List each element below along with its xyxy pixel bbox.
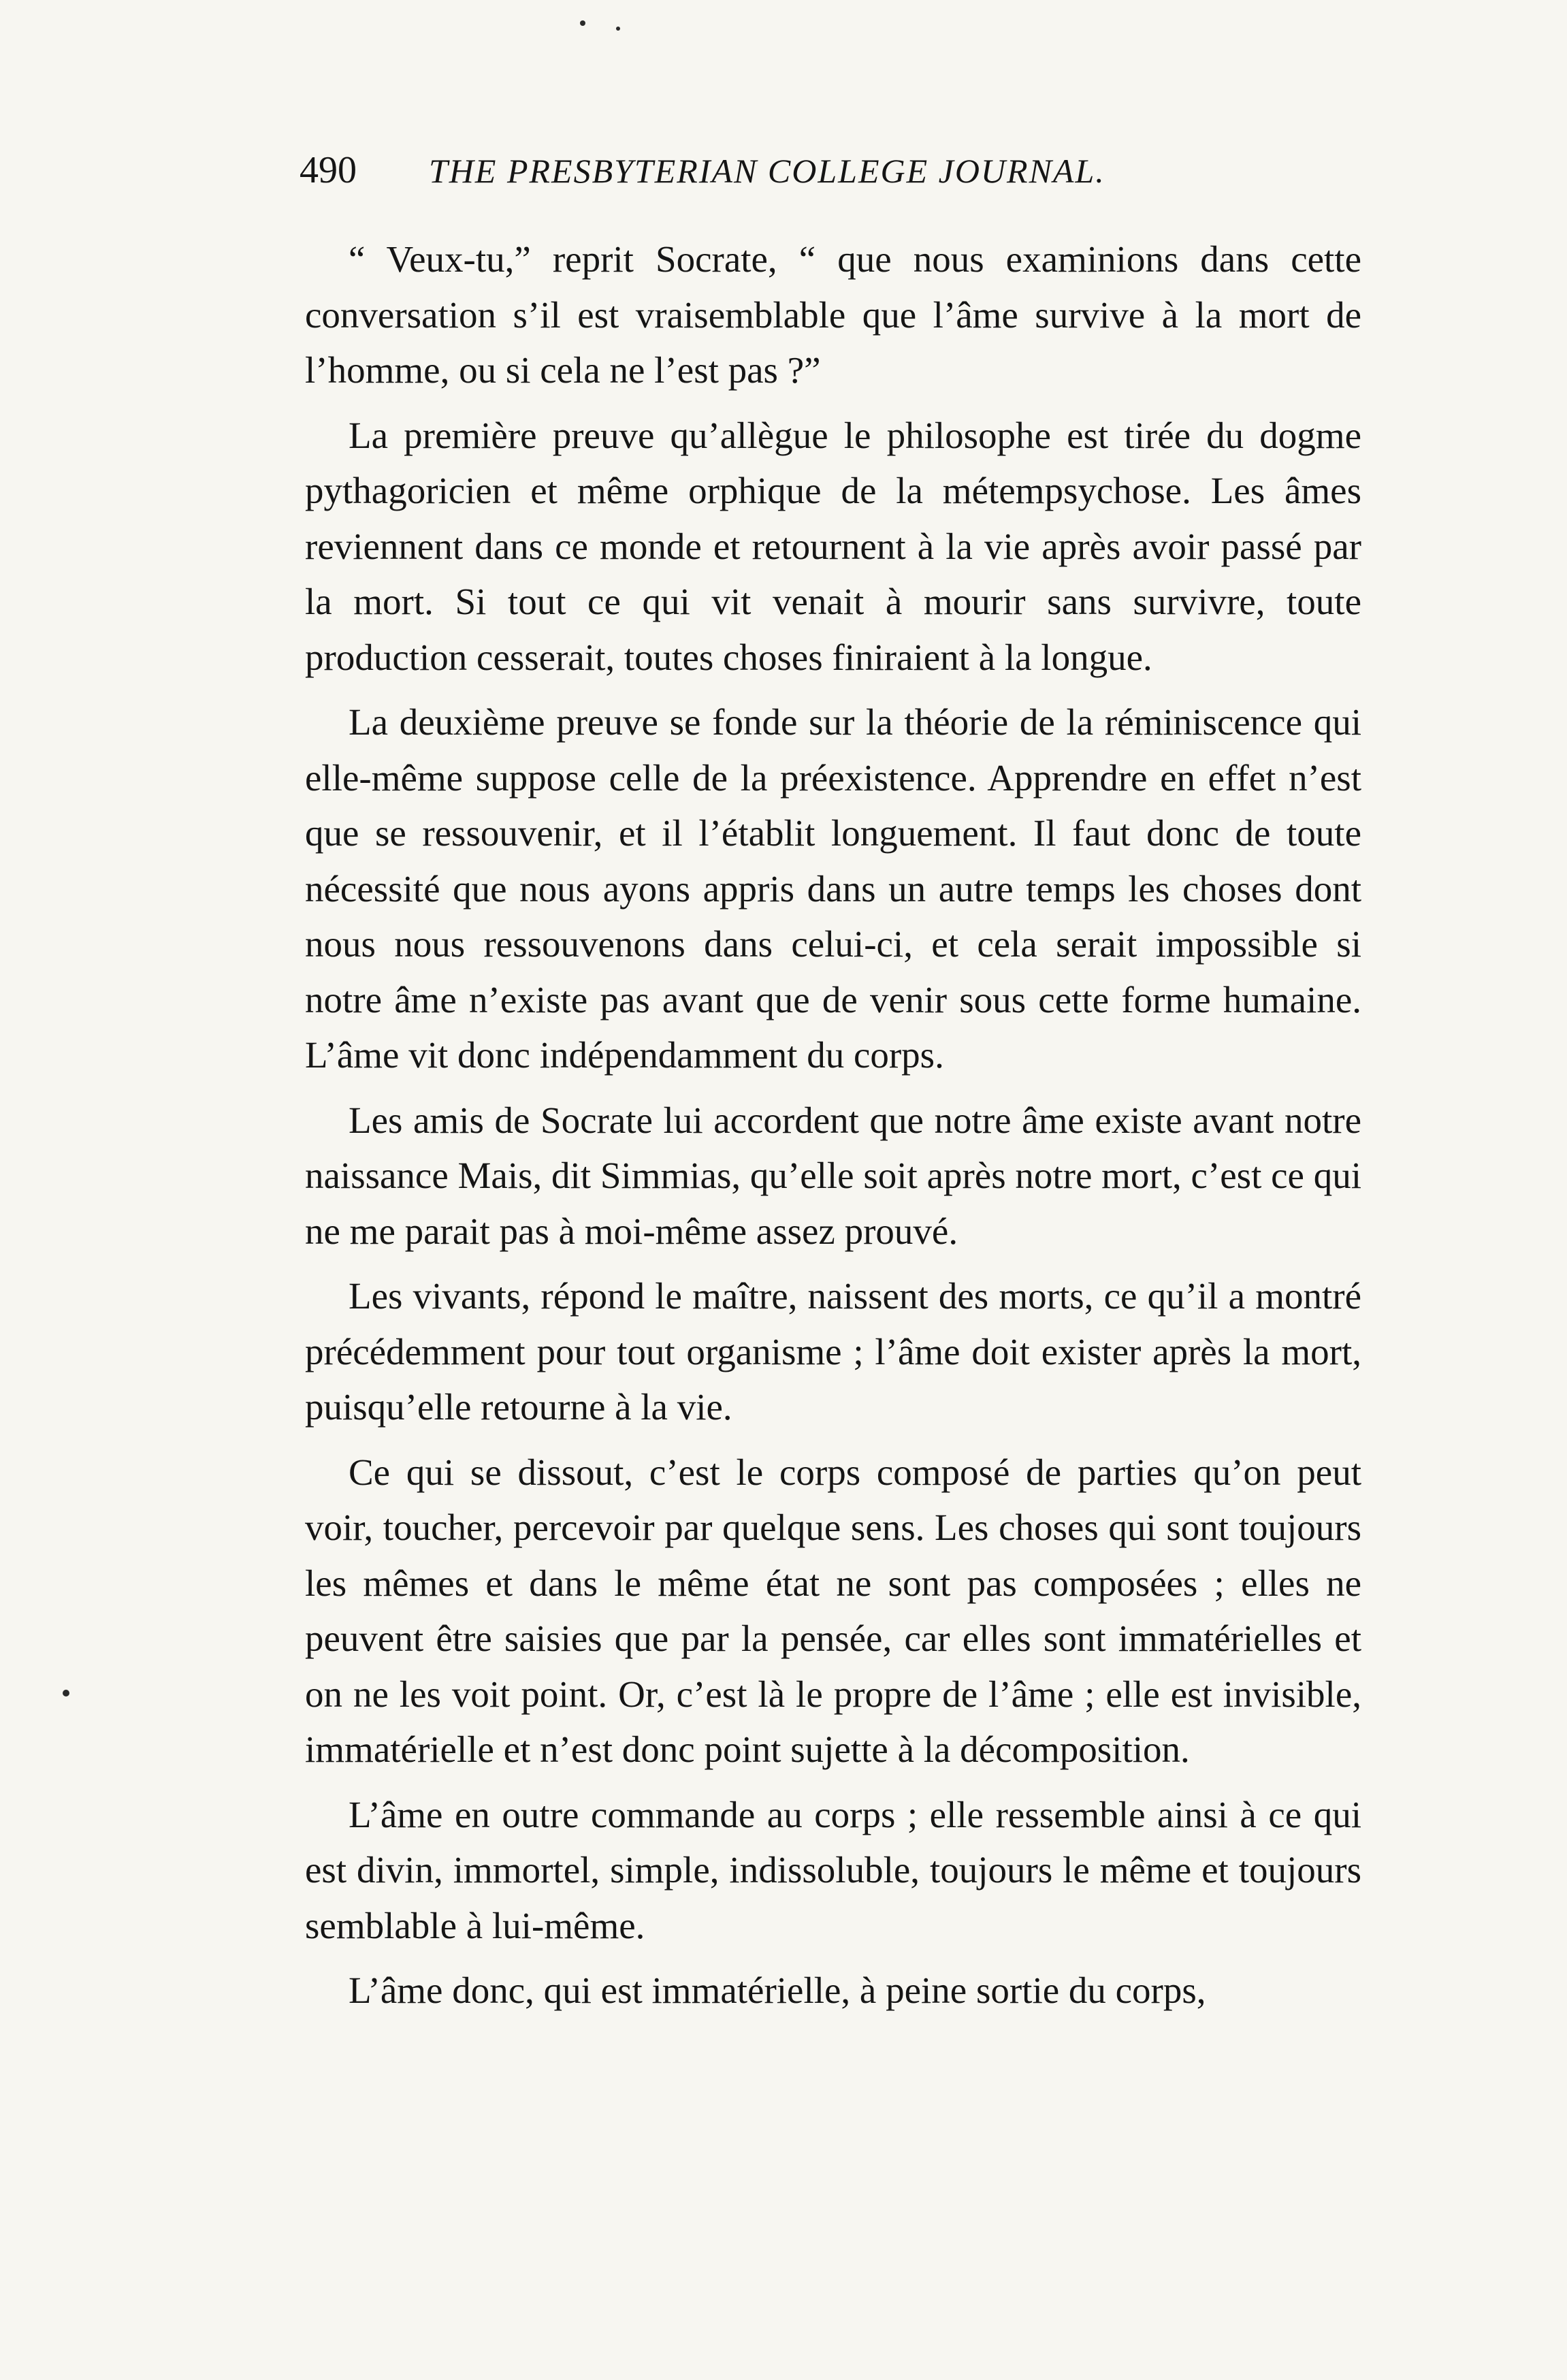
paragraph-8: L’âme donc, qui est immatérielle, à peine sortie du corps, <box>349 1969 1206 2011</box>
paragraph-6: Ce qui se dissout, c’est le corps composé de parties qu’on peut voir, toucher, percevoir par quelque sens. Les choses qui sont toujours les mêmes et dans le même état ne sont pas composées ; elles ne peuvent être saisies que par la pensée, car elles sont immatérielles et on ne les voit point. Or, c’est là le propre de l’âme ; elle est invisible, immatérielle et n’est donc point sujette à la décomposition. <box>305 1451 1361 1770</box>
paragraph-4: Les amis de Socrate lui accordent que notre âme existe avant notre naissance Mais, dit Simmias, qu’elle soit après notre mort, c’est ce qui ne me parait pas à moi-même assez prouvé. <box>305 1099 1361 1252</box>
paragraph-1: “ Veux-tu,” reprit Socrate, “ que nous examinions dans cette conversation s’il est vraisemblable que l’âme survive à la mort de l’homme, ou si cela ne l’est pas ?” <box>305 238 1361 391</box>
paragraph-5: Les vivants, répond le maître, naissent des morts, ce qu’il a montré précédemment pour tout organisme ; l’âme doit exister après la mort, puisqu’elle retourne à la vie. <box>305 1275 1361 1428</box>
body-text <box>305 231 1361 2028</box>
paragraph-7: L’âme en outre commande au corps ; elle ressemble ainsi à ce qui est divin, immortel, simple, indissoluble, toujours le même et toujours semblable à lui-même. <box>305 1793 1361 1946</box>
running-title: THE PRESBYTERIAN COLLEGE JOURNAL. <box>429 152 1105 190</box>
ink-speck <box>616 27 620 31</box>
paragraph-3: La deuxième preuve se fonde sur la théorie de la réminiscence qui elle-même suppose celle de la préexistence. Apprendre en effet n’est que se ressouvenir, et il l’établit longuement. Il faut donc de toute nécessité que nous ayons appris dans un autre temps les choses dont nous nous ressouvenons dans celui-ci, et cela serait impossible si notre âme n’existe pas avant que de venir sous cette forme humaine. L’âme vit donc indépendamment du corps. <box>305 701 1361 1076</box>
ink-speck <box>580 20 585 26</box>
page-number: 490 <box>300 149 357 191</box>
page-header <box>300 151 1253 206</box>
paragraph-2: La première preuve qu’allègue le philosophe est tirée du dogme pythagoricien et même orphique de la métempsychose. Les âmes reviennent dans ce monde et retournent à la vie après avoir passé par la mort. Si tout ce qui vit venait à mourir sans survivre, toute production cesserait, toutes choses finiraient à la longue. <box>305 414 1361 678</box>
ink-speck <box>63 1690 69 1696</box>
